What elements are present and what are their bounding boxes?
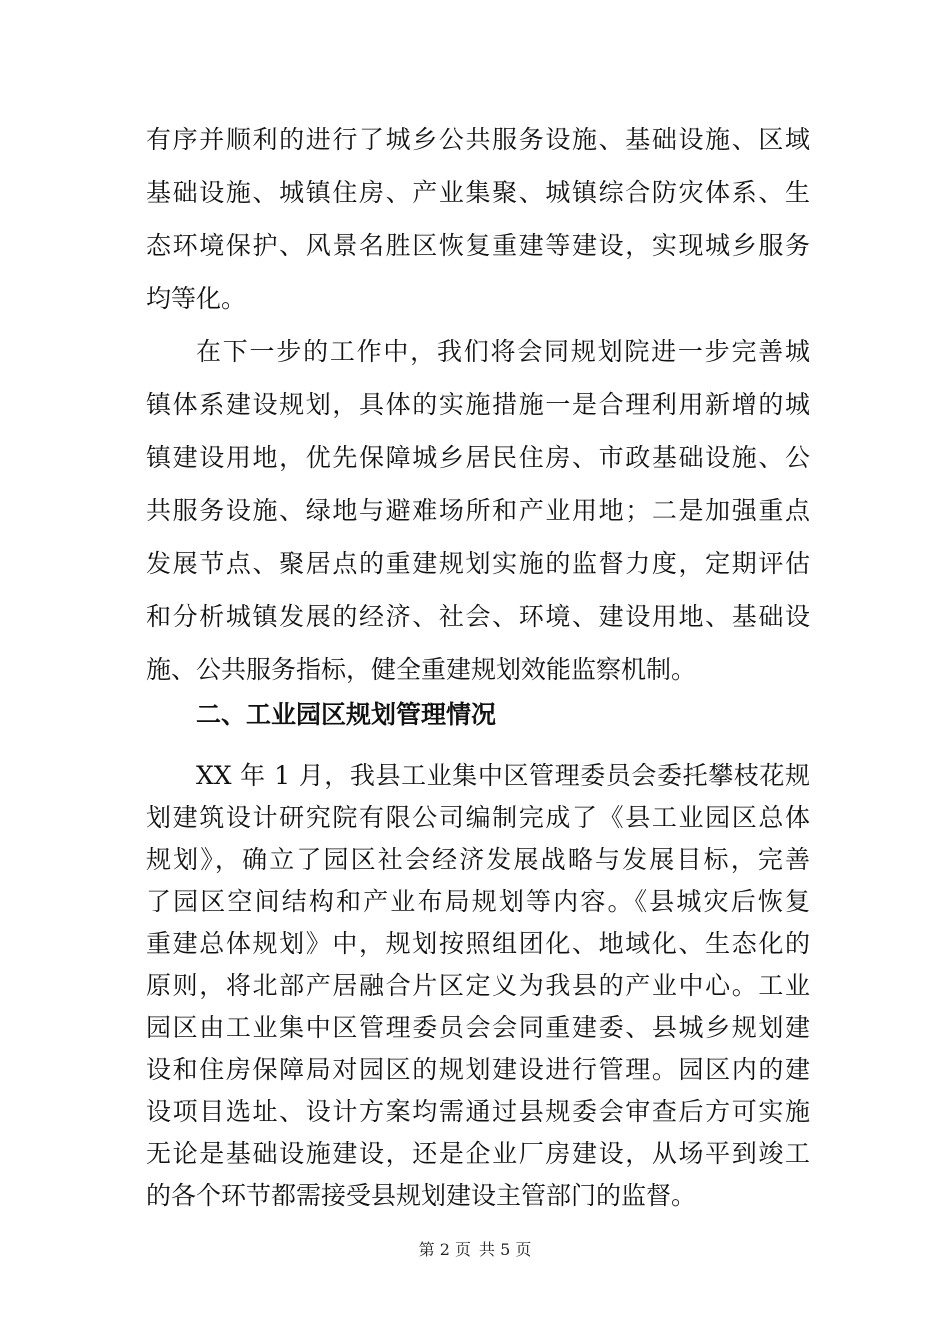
paragraph-line: 设项目选址、设计方案均需通过县规委会审查后方可实施 bbox=[146, 1097, 810, 1126]
paragraph-line: 镇建设用地，优先保障城乡居民住房、市政基础设施、公 bbox=[146, 443, 810, 472]
paragraph-line: 划建筑设计研究院有限公司编制完成了《县工业园区总体 bbox=[146, 803, 810, 832]
paragraph-line: 的各个环节都需接受县规划建设主管部门的监督。 bbox=[146, 1181, 697, 1210]
paragraph-line: 重建总体规划》中，规划按照组团化、地域化、生态化的 bbox=[146, 929, 810, 958]
paragraph-line: 镇体系建设规划，具体的实施措施一是合理利用新增的城 bbox=[146, 390, 810, 419]
paragraph-line: 基础设施、城镇住房、产业集聚、城镇综合防灾体系、生 bbox=[146, 178, 810, 207]
page-footer bbox=[0, 1240, 950, 1260]
paragraph-line: 无论是基础设施建设，还是企业厂房建设，从场平到竣工 bbox=[146, 1139, 810, 1168]
paragraph-line: 原则，将北部产居融合片区定义为我县的产业中心。工业 bbox=[146, 971, 810, 1000]
paragraph-line: 发展节点、聚居点的重建规划实施的监督力度，定期评估 bbox=[146, 549, 810, 578]
paragraph-line: 均等化。 bbox=[146, 284, 247, 313]
paragraph-line: 了园区空间结构和产业布局规划等内容。《县城灾后恢复 bbox=[146, 887, 810, 916]
paragraph-line: 共服务设施、绿地与避难场所和产业用地；二是加强重点 bbox=[146, 496, 810, 525]
paragraph-line: 有序并顺利的进行了城乡公共服务设施、基础设施、区域 bbox=[146, 125, 810, 154]
paragraph-line: 设和住房保障局对园区的规划建设进行管理。园区内的建 bbox=[146, 1055, 810, 1084]
paragraph-line: 在下一步的工作中，我们将会同规划院进一步完善城 bbox=[196, 337, 810, 366]
paragraph-line: 园区由工业集中区管理委员会会同重建委、县城乡规划建 bbox=[146, 1013, 810, 1042]
paragraph-line: 态环境保护、风景名胜区恢复重建等建设，实现城乡服务 bbox=[146, 231, 810, 260]
paragraph-line: 和分析城镇发展的经济、社会、环境、建设用地、基础设 bbox=[146, 602, 810, 631]
page-total: 共 5 页 bbox=[479, 1240, 532, 1259]
paragraph-line: 规划》，确立了园区社会经济发展战略与发展目标，完善 bbox=[146, 845, 810, 874]
paragraph-line: 施、公共服务指标，健全重建规划效能监察机制。 bbox=[146, 655, 697, 684]
section-heading: 二、工业园区规划管理情况 bbox=[196, 700, 497, 729]
paragraph-line: XX 年 1 月，我县工业集中区管理委员会委托攀枝花规 bbox=[196, 761, 810, 790]
page-number: 第 2 页 bbox=[418, 1240, 471, 1259]
